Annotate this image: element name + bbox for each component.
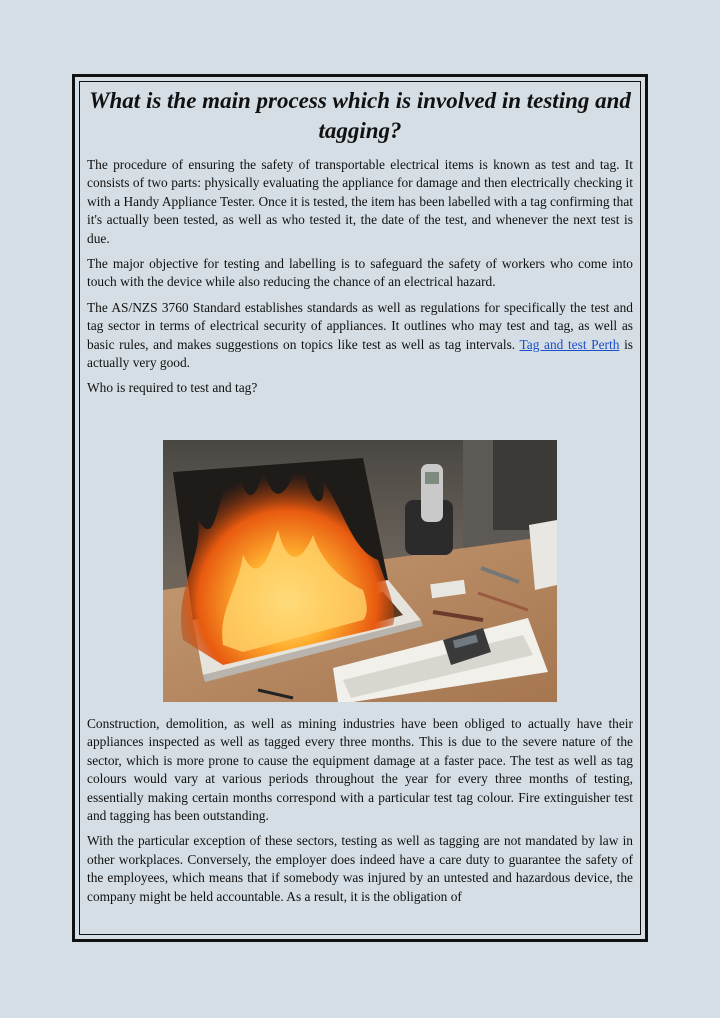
paragraph-exceptions: With the particular exception of these sectors, testing as well as tagging are not mandated by law in other workplaces. Conversely, the employer does indeed have a care duty to guarantee the safety of the employees, which means that if somebody was injured by an untested and hazardous device, the company might be held accountable. As a result, it is the obligation of — [87, 833, 633, 904]
standard-suffix: is actually very good. — [87, 336, 633, 371]
burning-laptop-photo — [163, 440, 557, 702]
tag-and-test-perth-link[interactable]: Tag and test Perth — [519, 336, 620, 352]
document-body — [87, 86, 633, 913]
paragraph-industries: Construction, demolition, as well as mining industries have been obliged to actually have their appliances inspected as well as tagged every three months. This is due to the severe nature of the sector, which is more prone to cause the equipment damage at a faster pace. The test as well as tag colours would vary at various periods throughout the year for every three months of testing, essentially making certain months correspond with a particular test tag colour. Fire extinguisher test and tagging has been outstanding. — [87, 715, 633, 823]
paragraph-intro: The procedure of ensuring the safety of transportable electrical items is known as test and tag. It consists of two parts: physically evaluating the appliance for damage and then electrically checking it with a Handy Appliance Tester. Once it is tested, the item has been labelled with a tag confirming that it's actually been tested, as well as who tested it, the date of the test, and whenever the next test is due. — [87, 157, 633, 246]
standard-text: The AS/NZS 3760 Standard establishes standards as well as regulations for specifically the test and tag sector in terms of electrical security of appliances. It outlines who may test and tag, as well as basic rules, and makes suggestions on topics like test as well as tag intervals. — [87, 299, 633, 352]
paragraph-objective: The major objective for testing and labelling is to safeguard the safety of workers who come into touch with the device while also reducing the chance of an electrical hazard. — [87, 256, 633, 290]
subheading: Who is required to test and tag? — [87, 380, 258, 396]
paragraph-standard — [87, 299, 633, 373]
document-title: What is the main process which is involved in testing and tagging? — [89, 88, 631, 143]
